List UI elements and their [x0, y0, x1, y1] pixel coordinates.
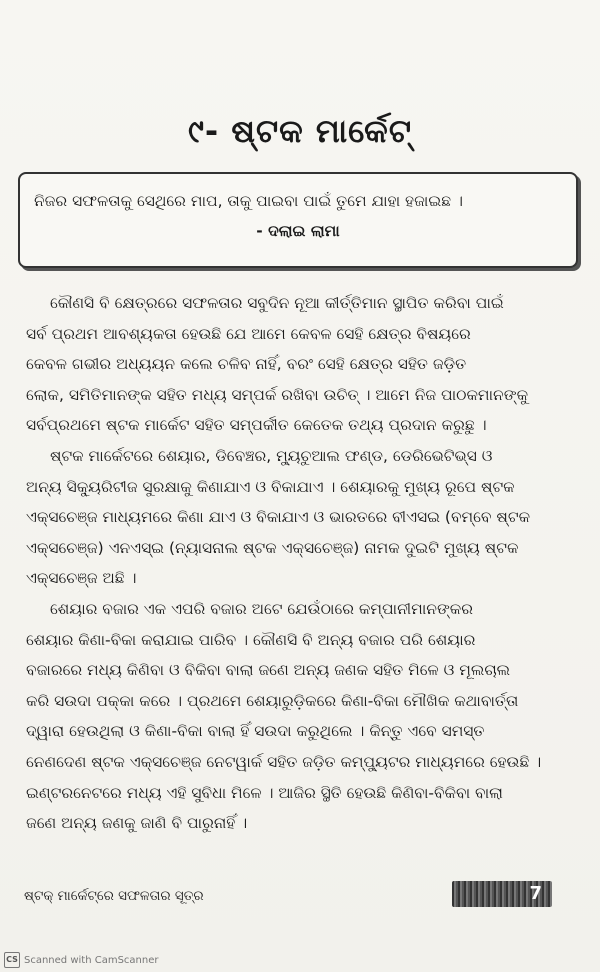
chapter-title: ୯- ଷ୍ଟକ ମାର୍କେଟ୍ [188, 112, 412, 150]
text-line: ଏକ୍ସଚେଞ୍ଜ ମାଧ୍ୟମରେ କିଣା ଯାଏ ଓ ବିକାଯାଏ ଓ ଭାରତରେ ବୀଏସଇ (ବମ୍ବେ ଷ୍ଟକ [26, 508, 531, 527]
text-line: କରି ସଉଦା ପକ୍କା କରେ । ପ୍ରଥମେ ଶେୟାରୁଡ଼ିକରେ କିଣା-ବିକା ମୌଖିକ କଥାବାର୍ତ୍ତା [26, 691, 519, 710]
page-number: 7 [452, 881, 552, 907]
text-line: ନେଣଦେଣ ଷ୍ଟକ ଏକ୍ସଚେଞ୍ଜ ନେଟୱାର୍କ ସହିତ ଜଡ଼ିତ କମ୍ପ୍ୟୁଟର ମାଧ୍ୟମରେ ହେଉଛି । [26, 752, 542, 771]
text-line: ଏକ୍ସଚେଞ୍ଜ) ଏନଏସ୍ଇ (ନ୍ୟାସନାଲ ଷ୍ଟକ ଏକ୍ସଚେଞ୍ଜ) ନାମକ ଦୁଇଟି ମୁଖ୍ୟ ଷ୍ଟକ [26, 538, 519, 557]
text-line: ସର୍ବ ପ୍ରଥମ ଆବଶ୍ୟକତା ହେଉଛି ଯେ ଆମେ କେବଳ ସେହି କ୍ଷେତ୍ର ବିଷୟରେ [26, 324, 471, 343]
text-line: ଦ୍ୱାରା ହେଉଥିଲା ଓ କିଣା-ବିକା ବାଲା ହିଁ ସଉଦା କରୁଥିଲେ । କିନ୍ତୁ ଏବେ ସମସ୍ତ [26, 722, 485, 741]
paragraph-3 [26, 594, 578, 839]
text-line: ଷ୍ଟକ ମାର୍କେଟରେ ଶେୟାର, ଡିବେଞ୍ଚର, ମ୍ୟୁଚୁଆଲ ଫଣ୍ଡ, ଡେରିଭେଟିଭ୍ସ ଓ [50, 446, 493, 465]
text-line: ବଜାରରେ ମଧ୍ୟ କିଣିବା ଓ ବିକିବା ବାଲା ଜଣେ ଅନ୍ୟ ଜଣକ ସହିତ ମିଳେ ଓ ମୂଲଚାଲ [26, 661, 511, 680]
text-line: ଇଣ୍ଟରନେଟରେ ମଧ୍ୟ ଏହି ସୁବିଧା ମିଳେ । ଆଜିର ସ୍ଥିତି ହେଉଛି କିଣିବା-ବିକିବା ବାଲା [26, 783, 503, 802]
scanner-watermark-text: Scanned with CamScanner [24, 954, 159, 966]
text-line: କେବଳ ଗଭୀର ଅଧ୍ୟୟନ କଲେ ଚଳିବ ନାହିଁ, ବରଂ ସେହି କ୍ଷେତ୍ର ସହିତ ଜଡ଼ିତ [26, 355, 467, 374]
text-line: ଶେୟାର ବଜାର ଏକ ଏପରି ବଜାର ଅଟେ ଯେଉଁଠାରେ କମ୍ପାନୀମାନଙ୍କର [50, 599, 473, 618]
text-line: ଜଣେ ଅନ୍ୟ ଜଣକୁ ଜାଣି ବି ପାରୁନାହିଁ । [26, 814, 248, 833]
paragraph-1 [26, 288, 578, 441]
camscanner-logo-icon: CS [4, 952, 20, 968]
scanner-watermark [4, 952, 159, 968]
text-line: କୌଣସି ବି କ୍ଷେତ୍ରରେ ସଫଳତାର ସବୁଦିନ ନୂଆ କୀର୍ତ୍ତିମାନ ସ୍ଥାପିତ କରିବା ପାଇଁ [50, 294, 504, 312]
quote-text: ନିଜର ସଫଳତାକୁ ସେଥିରେ ମାପ, ତାକୁ ପାଇବା ପାଇଁ ତୁମେ ଯାହା ହଜାଇଛ । [34, 192, 463, 210]
quote-box [18, 172, 578, 268]
text-line: ସର୍ବପ୍ରଥମେ ଷ୍ଟକ ମାର୍କେଟ ସହିତ ସମ୍ପର୍କୀତ କେତେକ ତଥ୍ୟ ପ୍ରଦାନ କରୁଛୁ । [26, 416, 487, 435]
running-title: ଷ୍ଟକ୍ ମାର୍କେଟ୍ରେ ସଫଳତାର ସୂତ୍ର [24, 888, 204, 904]
paragraph-2 [26, 441, 578, 594]
text-line: ଲୋକ, ସମିତିମାନଙ୍କ ସହିତ ମଧ୍ୟ ସମ୍ପର୍କ ରଖିବା ଉଚିତ୍ । ଆମେ ନିଜ ପାଠକମାନଙ୍କୁ [26, 385, 529, 404]
text-line: ଅନ୍ୟ ସିକ୍ୟୁରିଟୀଜ ସୁରକ୍ଷାକୁ କିଣାଯାଏ ଓ ବିକାଯାଏ । ଶେୟାରକୁ ମୁଖ୍ୟ ରୂପେ ଷ୍ଟକ [26, 477, 515, 496]
quote-author: - ଦଲାଇ ଲାମା [256, 222, 340, 240]
body-text [26, 288, 578, 839]
text-line: ଶେୟାର କିଣା-ବିକା କରାଯାଇ ପାରିବ । କୌଣସି ବି ଅନ୍ୟ ବଜାର ପରି ଶେୟାର [26, 630, 476, 649]
text-line: ଏକ୍ସଚେଞ୍ଜ ଅଛି । [26, 569, 137, 588]
